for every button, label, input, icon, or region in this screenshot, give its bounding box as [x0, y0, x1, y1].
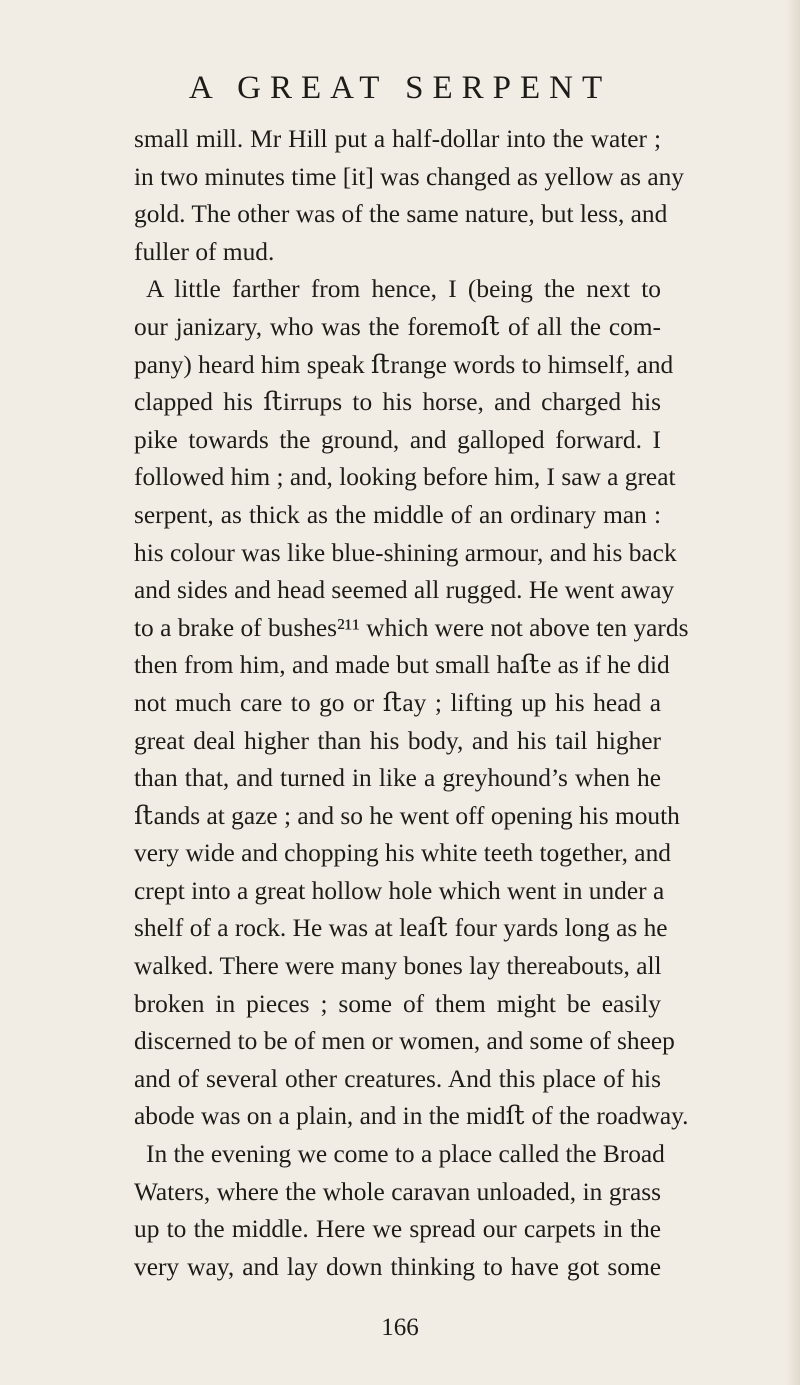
text-line: discerned to be of men or women, and some of sheep: [134, 1027, 675, 1056]
text-line: to a brake of bushes²¹¹ which were not above ten yards: [134, 613, 689, 642]
text-line: and sides and head seemed all rugged. He went away: [134, 576, 675, 605]
text-line: up to the middle. Here we spread our carpets in the: [134, 1215, 661, 1244]
text-line: not much care to go or ﬅay ; lifting up his head a: [134, 688, 661, 717]
text-line: small mill. Mr Hill put a half-dollar into the water ;: [134, 125, 661, 153]
text-line: gold. The other was of the same nature, but less, and: [134, 200, 668, 229]
text-line: crept into a great hollow hole which went in under a: [134, 876, 665, 905]
text-line: A little farther from hence, I (being the next to: [146, 275, 661, 304]
text-line: and of several other creatures. And this place of his: [134, 1064, 661, 1093]
text-line: serpent, as thick as the middle of an ordinary man :: [134, 500, 661, 529]
text-line: very wide and chopping his white teeth together, and: [134, 839, 671, 868]
text-line: Waters, where the whole caravan unloaded, in grass: [134, 1177, 661, 1206]
text-line: fuller of mud.: [134, 237, 275, 266]
text-line: very way, and lay down thinking to have got some: [134, 1252, 661, 1281]
text-line: abode was on a plain, and in the midﬅ of the roadway.: [134, 1102, 689, 1131]
page-edge-shadow: [786, 0, 800, 1385]
text-line: clapped his ﬅirrups to his horse, and charged his: [134, 388, 661, 417]
text-line: ﬅands at gaze ; and so he went off opening his mouth: [134, 801, 680, 830]
text-line: our janizary, who was the foremoﬅ of all the com-: [134, 312, 661, 341]
text-line: In the evening we come to a place called the Broad: [146, 1140, 665, 1169]
text-line: then from him, and made but small haﬅe as if he did: [134, 651, 670, 680]
text-line: pany) heard him speak ﬅrange words to himself, and: [134, 350, 674, 379]
text-line: in two minutes time [it] was changed as yellow as any: [134, 162, 685, 191]
text-line: walked. There were many bones lay thereabouts, all: [134, 952, 662, 981]
text-line: followed him ; and, looking before him, I saw a great: [134, 463, 676, 492]
body-text: [134, 121, 689, 1286]
running-head: A GREAT SERPENT: [188, 70, 612, 106]
text-line: than that, and turned in like a greyhound’s when he: [134, 764, 661, 793]
text-line: his colour was like blue-shining armour, and his back: [134, 538, 677, 567]
text-line: great deal higher than his body, and his tail higher: [134, 726, 661, 755]
page-number: 166: [381, 1314, 419, 1341]
text-line: broken in pieces ; some of them might be easily: [134, 989, 661, 1018]
text-line: shelf of a rock. He was at leaﬅ four yards long as he: [134, 914, 668, 943]
text-line: pike towards the ground, and galloped forward. I: [134, 425, 661, 454]
